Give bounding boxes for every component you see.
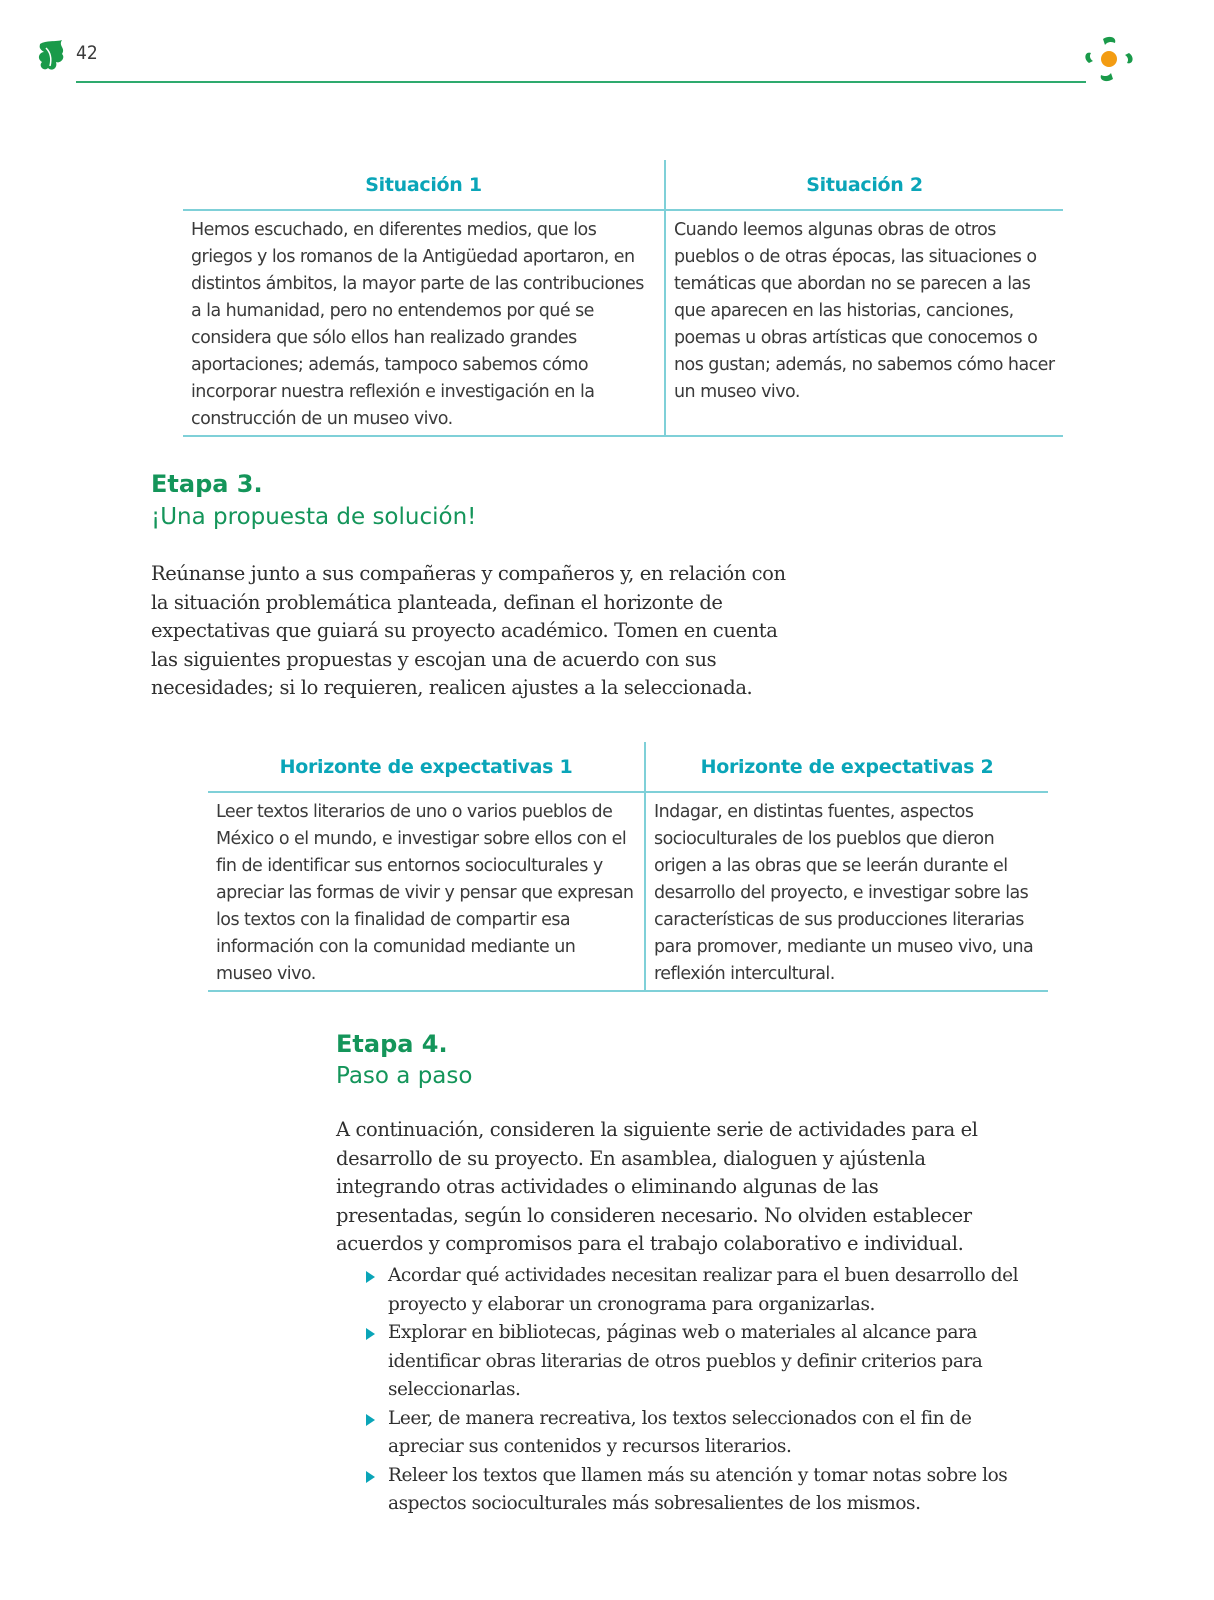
etapa-3-subtitle: ¡Una propuesta de solución! xyxy=(151,504,477,530)
page-header xyxy=(0,0,1214,100)
bullet-triangle-icon xyxy=(366,1271,375,1283)
situation-2-text: Cuando leemos algunas obras de otros pueblos o de otras épocas, las situaciones o temáticas que abordan no se parecen a las que aparecen en las historias, canciones, poemas u obras artísticas que conocemos o nos gustan; además, no sabemos cómo hacer un museo vivo. xyxy=(665,210,1063,436)
etapa-3-paragraph: Reúnanse junto a sus compañeras y compañeros y, en relación con la situación problemática planteada, definan el horizonte de expectativas que guiará su proyecto académico. Tomen en cuenta las siguientes propuestas y escojan una de acuerdo con sus necesidades; si lo requieren, realicen ajustes a la seleccionada. xyxy=(151,562,786,699)
header-rule xyxy=(76,81,1086,83)
expectations-2-text: Indagar, en distintas fuentes, aspectos socioculturales de los pueblos que dieron origen a las obras que se leerán durante el desarrollo del proyecto, e investigar sobre las características de sus producciones literarias para promover, mediante un museo vivo, una reflexión intercultural. xyxy=(645,792,1048,991)
list-item xyxy=(360,1405,1050,1462)
activity-text: Leer, de manera recreativa, los textos seleccionados con el fin de apreciar sus contenidos y recursos literarios. xyxy=(388,1407,972,1457)
list-item xyxy=(360,1262,1050,1319)
list-item xyxy=(360,1319,1050,1405)
bullet-triangle-icon xyxy=(366,1471,375,1483)
leaf-logo-icon xyxy=(36,38,68,74)
etapa-4-paragraph: A continuación, consideren la siguiente serie de actividades para el desarrollo de su proyecto. En asamblea, dialoguen y ajústenla integrando otras actividades o eliminando algunas de las presentadas, según lo consideren necesario. No olviden establecer acuerdos y compromisos para el trabajo colaborativo e individual. xyxy=(336,1118,978,1255)
situation-2-header: Situación 2 xyxy=(665,160,1063,210)
expectations-1-header: Horizonte de expectativas 1 xyxy=(208,742,645,792)
list-item xyxy=(360,1462,1050,1519)
expectations-2-header: Horizonte de expectativas 2 xyxy=(645,742,1048,792)
page-number: 42 xyxy=(76,42,98,64)
flower-logo-icon xyxy=(1083,33,1139,85)
etapa-3-title: Etapa 3. xyxy=(151,470,263,498)
activity-text: Explorar en bibliotecas, páginas web o materiales al alcance para identificar obras literarias de otros pueblos y definir criterios para seleccionarlas. xyxy=(388,1322,983,1400)
activities-list xyxy=(360,1262,1050,1519)
etapa-4-subtitle: Paso a paso xyxy=(336,1063,473,1089)
situation-1-text: Hemos escuchado, en diferentes medios, que los griegos y los romanos de la Antigüedad aportaron, en distintos ámbitos, la mayor parte de las contribuciones a la humanidad, pero no entendemos por qué se considera que sólo ellos han realizado grandes aportaciones; además, tampoco sabemos cómo incorporar nuestra reflexión e investigación en la construcción de un museo vivo. xyxy=(183,210,665,436)
bullet-triangle-icon xyxy=(366,1414,375,1426)
activity-text: Acordar qué actividades necesitan realizar para el buen desarrollo del proyecto y elaborar un cronograma para organizarlas. xyxy=(388,1265,1019,1315)
activity-text: Releer los textos que llamen más su atención y tomar notas sobre los aspectos socioculturales más sobresalientes de los mismos. xyxy=(388,1464,1008,1514)
expectations-1-text: Leer textos literarios de uno o varios pueblos de México o el mundo, e investigar sobre ellos con el fin de identificar sus entornos socioculturales y apreciar las formas de vivir y pensar que expresan los textos con la finalidad de compartir esa información con la comunidad mediante un museo vivo. xyxy=(208,792,645,991)
situation-1-header: Situación 1 xyxy=(183,160,665,210)
situations-table xyxy=(183,160,1063,437)
expectations-table xyxy=(208,742,1048,992)
bullet-triangle-icon xyxy=(366,1328,375,1340)
etapa-4-title: Etapa 4. xyxy=(336,1030,448,1058)
